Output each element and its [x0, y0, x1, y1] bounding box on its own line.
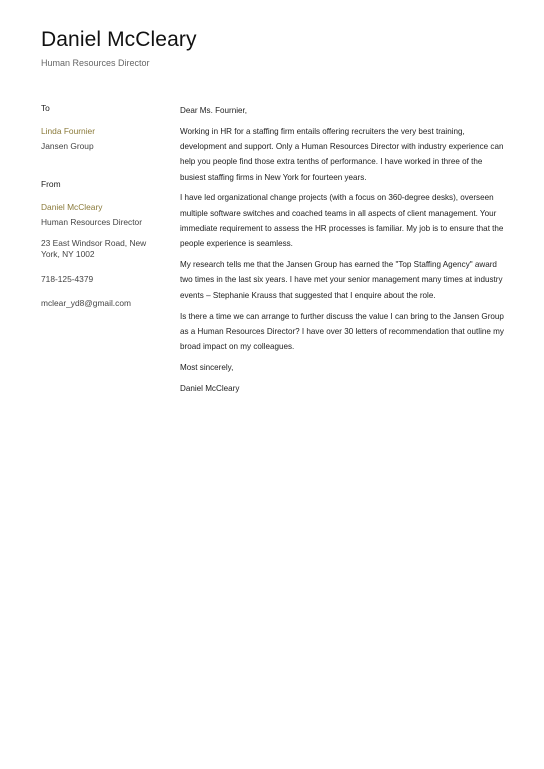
recipient-heading: To	[41, 103, 50, 113]
sender-title: Human Resources Director	[41, 217, 142, 227]
recipient-company: Jansen Group	[41, 141, 94, 151]
closing: Most sincerely,	[180, 362, 234, 372]
letter-header	[41, 27, 197, 69]
paragraph-1: Working in HR for a staffing firm entails offering recruiters the very best training, development and support. Only a Human Resources Director with industry experience can help you people find those extra tenths of performance. I have worked in three of the busiest staffing firms in New York for fourteen years.	[180, 126, 504, 182]
sender-heading: From	[41, 179, 61, 189]
sender-phone: 718-125-4379	[41, 274, 94, 284]
letter-body	[180, 103, 506, 402]
sender-email: mclear_yd8@gmail.com	[41, 298, 131, 308]
salutation: Dear Ms. Fournier,	[180, 106, 248, 115]
sender-name-heading: Daniel McCleary	[41, 28, 197, 51]
contact-sidebar	[41, 103, 166, 309]
sender-job-title: Human Resources Director	[41, 58, 150, 68]
paragraph-2: I have led organizational change projects (with a focus on 360-degree desks), overseen multiple software switches and coached teams in all aspects of client management. Your immediate requirement to assess the HR processes is familiar. My job is to ensure that the people experience is seamless.	[180, 193, 504, 249]
recipient-name: Linda Fournier	[41, 126, 96, 136]
signature: Daniel McCleary	[180, 383, 240, 393]
sender-address: 23 East Windsor Road, New York, NY 1002	[41, 238, 147, 259]
sender-name: Daniel McCleary	[41, 202, 103, 212]
paragraph-3: My research tells me that the Jansen Group has earned the "Top Staffing Agency" award two times in the last six years. I have met your senior management many times at industry events – Stephanie Krauss that suggested that I enquire about the role.	[180, 260, 503, 300]
paragraph-4: Is there a time we can arrange to further discuss the value I can bring to the Jansen Group as a Human Resources Director? I have over 30 letters of recommendation that outline my broad impact on my colleagues.	[180, 311, 504, 352]
